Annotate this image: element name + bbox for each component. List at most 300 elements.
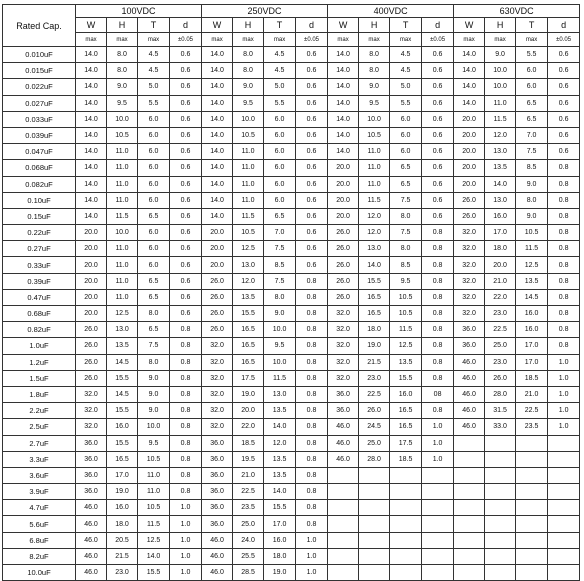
unit-header-h: max	[359, 33, 390, 47]
dimension-cell-d: 0.8	[548, 241, 580, 257]
dimension-cell-t: 14.0	[264, 419, 296, 435]
dimension-cell-d: 1.0	[170, 548, 202, 564]
dimension-cell-h: 20.0	[233, 403, 264, 419]
dimension-cell-d: 0.6	[422, 144, 454, 160]
dimension-cell-d: 0.6	[296, 63, 328, 79]
dimension-cell-w: 14.0	[76, 192, 107, 208]
dimension-cell-t: 5.5	[390, 95, 422, 111]
dimension-cell-d: 0.8	[170, 386, 202, 402]
voltage-header-250vdc: 250VDC	[202, 5, 328, 18]
dimension-cell-d: 0.6	[422, 160, 454, 176]
dimension-cell-h: 11.0	[107, 144, 138, 160]
dimension-cell-h: 28.5	[233, 565, 264, 581]
dimension-cell-w: 46.0	[454, 419, 485, 435]
dimension-cell-w: 14.0	[454, 79, 485, 95]
dimension-cell-h: 12.5	[233, 241, 264, 257]
dimension-cell-h: 19.0	[107, 484, 138, 500]
dimension-cell-h: 20.5	[107, 532, 138, 548]
dimension-cell-h: 9.5	[107, 95, 138, 111]
dimension-cell-t: 8.0	[390, 208, 422, 224]
unit-header-t: max	[264, 33, 296, 47]
empty-cell	[516, 532, 548, 548]
rated-cap-cell: 0.039uF	[3, 127, 76, 143]
dimension-cell-t: 14.5	[516, 289, 548, 305]
unit-header-d: ±0.05	[296, 33, 328, 47]
table-row	[3, 192, 580, 208]
table-row	[3, 500, 580, 516]
empty-cell	[485, 532, 516, 548]
dimension-cell-w: 32.0	[454, 306, 485, 322]
dimension-cell-h: 22.0	[233, 419, 264, 435]
rated-cap-cell: 3.3uF	[3, 451, 76, 467]
dimension-cell-w: 26.0	[76, 370, 107, 386]
dimension-cell-t: 7.0	[516, 127, 548, 143]
empty-cell	[548, 532, 580, 548]
table-row	[3, 403, 580, 419]
unit-header-w: max	[76, 33, 107, 47]
dimension-cell-d: 0.8	[170, 322, 202, 338]
dimension-cell-d: 0.6	[170, 127, 202, 143]
dimension-cell-t: 9.0	[516, 208, 548, 224]
dimension-cell-w: 14.0	[202, 208, 233, 224]
rated-cap-cell: 1.2uF	[3, 354, 76, 370]
dimension-cell-d: 0.6	[170, 257, 202, 273]
dimension-cell-h: 11.0	[107, 192, 138, 208]
dimension-cell-t: 16.0	[264, 532, 296, 548]
dimension-cell-h: 11.0	[233, 176, 264, 192]
table-row	[3, 532, 580, 548]
empty-cell	[328, 467, 359, 483]
dimension-cell-t: 16.0	[516, 306, 548, 322]
rated-cap-cell: 6.8uF	[3, 532, 76, 548]
dimension-cell-w: 46.0	[454, 386, 485, 402]
dimension-cell-w: 46.0	[202, 532, 233, 548]
dimension-cell-h: 11.0	[359, 160, 390, 176]
empty-cell	[454, 451, 485, 467]
rated-cap-cell: 10.0uF	[3, 565, 76, 581]
dimension-cell-w: 32.0	[76, 386, 107, 402]
dimension-cell-h: 8.0	[359, 63, 390, 79]
dimension-cell-t: 6.0	[264, 176, 296, 192]
dimension-cell-w: 26.0	[328, 257, 359, 273]
dimension-cell-h: 26.0	[359, 403, 390, 419]
dimension-cell-w: 14.0	[76, 47, 107, 63]
dimension-cell-h: 17.5	[233, 370, 264, 386]
dimension-cell-w: 14.0	[202, 95, 233, 111]
dimension-cell-t: 6.0	[264, 192, 296, 208]
rated-cap-cell: 3.9uF	[3, 484, 76, 500]
dimension-cell-h: 15.5	[107, 403, 138, 419]
dimension-cell-d: 1.0	[170, 532, 202, 548]
rated-cap-cell: 0.022uF	[3, 79, 76, 95]
rated-cap-cell: 0.027uF	[3, 95, 76, 111]
dimension-cell-t: 14.0	[264, 484, 296, 500]
dimension-cell-h: 25.5	[233, 548, 264, 564]
dimension-cell-t: 7.5	[516, 144, 548, 160]
dimension-cell-w: 20.0	[454, 144, 485, 160]
dimension-cell-w: 26.0	[328, 273, 359, 289]
dimension-cell-t: 6.0	[138, 144, 170, 160]
dimension-cell-t: 4.5	[138, 47, 170, 63]
rated-cap-cell: 0.068uF	[3, 160, 76, 176]
dimension-cell-w: 20.0	[202, 257, 233, 273]
dimension-cell-h: 10.5	[233, 225, 264, 241]
dimension-header-h: H	[233, 18, 264, 33]
dimension-cell-w: 36.0	[76, 451, 107, 467]
dimension-cell-d: 08	[422, 386, 454, 402]
dimension-cell-w: 14.0	[328, 127, 359, 143]
dimension-cell-d: 0.8	[296, 435, 328, 451]
dimension-cell-d: 0.6	[422, 95, 454, 111]
dimension-cell-h: 22.5	[233, 484, 264, 500]
dimension-cell-h: 28.0	[359, 451, 390, 467]
dimension-cell-w: 32.0	[76, 419, 107, 435]
dimension-cell-t: 11.5	[138, 516, 170, 532]
dimension-cell-h: 10.0	[359, 111, 390, 127]
dimension-cell-h: 25.0	[233, 516, 264, 532]
dimension-header-t: T	[390, 18, 422, 33]
dimension-cell-h: 13.0	[485, 192, 516, 208]
dimension-cell-h: 18.0	[485, 241, 516, 257]
dimension-cell-t: 15.5	[138, 565, 170, 581]
dimension-cell-t: 23.5	[516, 419, 548, 435]
table-row	[3, 484, 580, 500]
dimension-cell-w: 20.0	[202, 241, 233, 257]
rated-cap-cell: 0.22uF	[3, 225, 76, 241]
dimension-cell-t: 10.5	[138, 500, 170, 516]
dimension-cell-h: 11.0	[359, 144, 390, 160]
dimension-cell-h: 11.0	[359, 176, 390, 192]
rated-cap-cell: 2.5uF	[3, 419, 76, 435]
dimension-cell-t: 17.0	[516, 354, 548, 370]
dimension-cell-d: 0.8	[548, 289, 580, 305]
dimension-cell-w: 14.0	[454, 95, 485, 111]
empty-cell	[359, 484, 390, 500]
dimension-cell-d: 1.0	[170, 565, 202, 581]
dimension-cell-d: 0.8	[296, 354, 328, 370]
dimension-cell-h: 15.5	[107, 435, 138, 451]
rated-cap-cell: 0.082uF	[3, 176, 76, 192]
dimension-cell-d: 1.0	[548, 370, 580, 386]
dimension-cell-t: 6.5	[138, 273, 170, 289]
dimension-cell-w: 20.0	[328, 208, 359, 224]
dimension-cell-t: 6.0	[138, 225, 170, 241]
dimension-cell-h: 11.5	[107, 208, 138, 224]
dimension-cell-w: 20.0	[76, 241, 107, 257]
dimension-cell-d: 0.8	[548, 192, 580, 208]
dimension-cell-d: 1.0	[548, 354, 580, 370]
dimension-cell-w: 46.0	[454, 403, 485, 419]
dimension-cell-d: 0.6	[296, 79, 328, 95]
dimension-cell-d: 1.0	[548, 419, 580, 435]
dimension-cell-d: 0.8	[422, 354, 454, 370]
dimension-cell-t: 9.5	[390, 273, 422, 289]
dimension-header-w: W	[202, 18, 233, 33]
dimension-cell-d: 0.6	[170, 273, 202, 289]
dimension-cell-d: 0.8	[422, 257, 454, 273]
dimension-cell-h: 11.0	[107, 241, 138, 257]
empty-cell	[516, 565, 548, 581]
dimension-cell-h: 9.0	[233, 79, 264, 95]
dimension-cell-h: 10.0	[485, 63, 516, 79]
dimension-cell-w: 14.0	[76, 95, 107, 111]
empty-cell	[422, 532, 454, 548]
dimension-cell-w: 46.0	[76, 532, 107, 548]
dimension-cell-d: 0.8	[170, 435, 202, 451]
empty-cell	[328, 516, 359, 532]
dimension-cell-t: 17.5	[390, 435, 422, 451]
dimension-cell-d: 0.8	[548, 160, 580, 176]
table-row	[3, 548, 580, 564]
dimension-cell-w: 14.0	[202, 192, 233, 208]
dimension-cell-w: 20.0	[328, 192, 359, 208]
rated-cap-cell: 4.7uF	[3, 500, 76, 516]
dimension-cell-w: 26.0	[202, 306, 233, 322]
empty-cell	[516, 500, 548, 516]
capacitor-dimension-table	[2, 4, 580, 581]
dimension-cell-w: 14.0	[328, 79, 359, 95]
table-row	[3, 144, 580, 160]
dimension-cell-w: 14.0	[76, 127, 107, 143]
dimension-cell-w: 20.0	[76, 289, 107, 305]
dimension-cell-h: 25.0	[485, 338, 516, 354]
empty-cell	[485, 516, 516, 532]
dimension-cell-d: 0.6	[548, 63, 580, 79]
dimension-cell-d: 0.6	[548, 111, 580, 127]
dimension-cell-w: 14.0	[454, 63, 485, 79]
dimension-cell-h: 24.5	[359, 419, 390, 435]
dimension-cell-t: 7.5	[264, 273, 296, 289]
empty-cell	[516, 451, 548, 467]
dimension-cell-d: 0.8	[296, 467, 328, 483]
dimension-cell-d: 0.8	[296, 338, 328, 354]
rated-cap-cell: 1.0uF	[3, 338, 76, 354]
dimension-cell-h: 11.0	[233, 160, 264, 176]
voltage-header-630vdc: 630VDC	[454, 5, 580, 18]
dimension-cell-d: 0.6	[170, 289, 202, 305]
dimension-cell-d: 0.6	[548, 144, 580, 160]
dimension-cell-w: 20.0	[76, 225, 107, 241]
dimension-cell-w: 26.0	[328, 289, 359, 305]
dimension-cell-d: 0.8	[296, 273, 328, 289]
dimension-cell-t: 6.0	[264, 127, 296, 143]
dimension-header-d: d	[422, 18, 454, 33]
dimension-cell-h: 24.0	[233, 532, 264, 548]
dimension-cell-h: 15.5	[233, 306, 264, 322]
rated-cap-cell: 0.010uF	[3, 47, 76, 63]
dimension-cell-t: 6.0	[138, 127, 170, 143]
dimension-cell-h: 11.0	[107, 257, 138, 273]
empty-cell	[548, 467, 580, 483]
dimension-cell-h: 17.0	[485, 225, 516, 241]
dimension-cell-t: 4.5	[264, 63, 296, 79]
empty-cell	[328, 500, 359, 516]
dimension-cell-w: 36.0	[76, 435, 107, 451]
table-row	[3, 47, 580, 63]
empty-cell	[454, 532, 485, 548]
dimension-cell-t: 12.0	[264, 435, 296, 451]
dimension-cell-h: 18.5	[233, 435, 264, 451]
dimension-cell-w: 32.0	[328, 338, 359, 354]
dimension-cell-h: 8.0	[359, 47, 390, 63]
dimension-cell-d: 0.6	[170, 160, 202, 176]
dimension-cell-h: 19.5	[233, 451, 264, 467]
dimension-cell-w: 36.0	[454, 322, 485, 338]
dimension-cell-t: 5.5	[138, 95, 170, 111]
empty-cell	[390, 532, 422, 548]
dimension-cell-d: 0.6	[548, 95, 580, 111]
dimension-cell-w: 46.0	[76, 500, 107, 516]
dimension-cell-h: 14.0	[485, 176, 516, 192]
dimension-cell-h: 14.0	[359, 257, 390, 273]
dimension-cell-w: 36.0	[202, 516, 233, 532]
dimension-cell-h: 14.5	[107, 354, 138, 370]
dimension-cell-t: 11.5	[264, 370, 296, 386]
dimension-cell-t: 6.0	[138, 241, 170, 257]
dimension-cell-w: 46.0	[76, 548, 107, 564]
dimension-cell-d: 1.0	[170, 516, 202, 532]
dimension-cell-d: 0.8	[548, 225, 580, 241]
dimension-cell-w: 26.0	[76, 354, 107, 370]
dimension-cell-t: 19.0	[264, 565, 296, 581]
dimension-cell-d: 0.6	[296, 176, 328, 192]
dimension-cell-t: 6.0	[264, 144, 296, 160]
dimension-cell-t: 10.5	[390, 289, 422, 305]
dimension-cell-t: 6.5	[516, 95, 548, 111]
dimension-header-h: H	[485, 18, 516, 33]
dimension-cell-w: 14.0	[76, 144, 107, 160]
dimension-cell-w: 36.0	[202, 467, 233, 483]
dimension-cell-d: 0.6	[422, 208, 454, 224]
dimension-cell-d: 0.8	[170, 354, 202, 370]
dimension-cell-d: 0.6	[296, 95, 328, 111]
dimension-cell-d: 0.8	[548, 338, 580, 354]
dimension-cell-t: 9.0	[138, 386, 170, 402]
dimension-cell-h: 9.0	[485, 47, 516, 63]
dimension-cell-h: 22.5	[359, 386, 390, 402]
dimension-cell-w: 32.0	[202, 419, 233, 435]
empty-cell	[422, 565, 454, 581]
dimension-cell-d: 0.6	[170, 176, 202, 192]
dimension-cell-w: 46.0	[76, 516, 107, 532]
empty-cell	[422, 548, 454, 564]
dimension-cell-t: 6.0	[390, 127, 422, 143]
dimension-cell-h: 31.5	[485, 403, 516, 419]
dimension-cell-t: 6.5	[138, 289, 170, 305]
dimension-cell-w: 32.0	[328, 370, 359, 386]
dimension-cell-w: 36.0	[76, 467, 107, 483]
dimension-cell-d: 0.8	[170, 467, 202, 483]
dimension-cell-h: 11.0	[107, 176, 138, 192]
dimension-cell-t: 6.5	[390, 176, 422, 192]
dimension-cell-h: 13.0	[233, 257, 264, 273]
dimension-cell-w: 36.0	[454, 338, 485, 354]
dimension-cell-h: 16.5	[359, 289, 390, 305]
table-row	[3, 306, 580, 322]
empty-cell	[548, 500, 580, 516]
unit-header-t: max	[390, 33, 422, 47]
empty-cell	[548, 516, 580, 532]
dimension-cell-t: 11.0	[138, 467, 170, 483]
unit-header-w: max	[454, 33, 485, 47]
rated-cap-cell: 0.82uF	[3, 322, 76, 338]
dimension-cell-w: 36.0	[328, 386, 359, 402]
dimension-cell-h: 16.0	[485, 208, 516, 224]
rated-cap-cell: 0.68uF	[3, 306, 76, 322]
dimension-cell-t: 7.5	[390, 192, 422, 208]
empty-cell	[454, 467, 485, 483]
dimension-cell-t: 14.0	[138, 548, 170, 564]
empty-cell	[390, 516, 422, 532]
dimension-cell-w: 14.0	[328, 144, 359, 160]
dimension-cell-t: 17.0	[264, 516, 296, 532]
dimension-cell-d: 0.8	[422, 338, 454, 354]
dimension-cell-h: 13.5	[107, 338, 138, 354]
dimension-cell-h: 10.5	[359, 127, 390, 143]
dimension-cell-t: 6.5	[138, 208, 170, 224]
rated-cap-cell: 2.2uF	[3, 403, 76, 419]
dimension-cell-t: 4.5	[390, 63, 422, 79]
dimension-cell-h: 21.5	[107, 548, 138, 564]
dimension-cell-d: 0.6	[422, 192, 454, 208]
dimension-cell-w: 14.0	[76, 208, 107, 224]
empty-cell	[548, 548, 580, 564]
empty-cell	[390, 565, 422, 581]
dimension-cell-h: 23.5	[233, 500, 264, 516]
dimension-header-w: W	[76, 18, 107, 33]
dimension-cell-w: 14.0	[76, 160, 107, 176]
capacitor-dimension-table-container	[2, 4, 580, 581]
rated-cap-cell: 0.033uF	[3, 111, 76, 127]
table-row	[3, 95, 580, 111]
empty-cell	[422, 484, 454, 500]
dimension-cell-d: 0.6	[296, 160, 328, 176]
table-row	[3, 273, 580, 289]
dimension-cell-h: 10.0	[485, 79, 516, 95]
dimension-cell-d: 0.8	[170, 403, 202, 419]
rated-cap-cell: 3.6uF	[3, 467, 76, 483]
dimension-cell-d: 0.8	[422, 322, 454, 338]
dimension-cell-d: 1.0	[548, 403, 580, 419]
dimension-cell-w: 14.0	[76, 176, 107, 192]
dimension-cell-d: 0.8	[170, 484, 202, 500]
dimension-cell-w: 20.0	[454, 176, 485, 192]
dimension-cell-d: 0.8	[548, 176, 580, 192]
empty-cell	[359, 532, 390, 548]
dimension-cell-h: 13.0	[359, 241, 390, 257]
dimension-cell-t: 6.0	[138, 192, 170, 208]
rated-cap-cell: 8.2uF	[3, 548, 76, 564]
dimension-cell-w: 32.0	[202, 386, 233, 402]
rated-cap-cell: 0.15uF	[3, 208, 76, 224]
dimension-cell-w: 32.0	[454, 273, 485, 289]
dimension-cell-w: 32.0	[454, 225, 485, 241]
dimension-cell-w: 32.0	[454, 257, 485, 273]
dimension-cell-w: 32.0	[202, 403, 233, 419]
empty-cell	[516, 435, 548, 451]
empty-cell	[485, 500, 516, 516]
dimension-cell-h: 15.5	[107, 370, 138, 386]
table-row	[3, 63, 580, 79]
dimension-header-h: H	[107, 18, 138, 33]
empty-cell	[454, 516, 485, 532]
dimension-cell-d: 0.8	[422, 306, 454, 322]
dimension-cell-d: 0.6	[170, 306, 202, 322]
rated-cap-cell: 1.5uF	[3, 370, 76, 386]
dimension-cell-t: 8.5	[264, 257, 296, 273]
dimension-cell-d: 1.0	[548, 386, 580, 402]
dimension-cell-w: 26.0	[202, 289, 233, 305]
